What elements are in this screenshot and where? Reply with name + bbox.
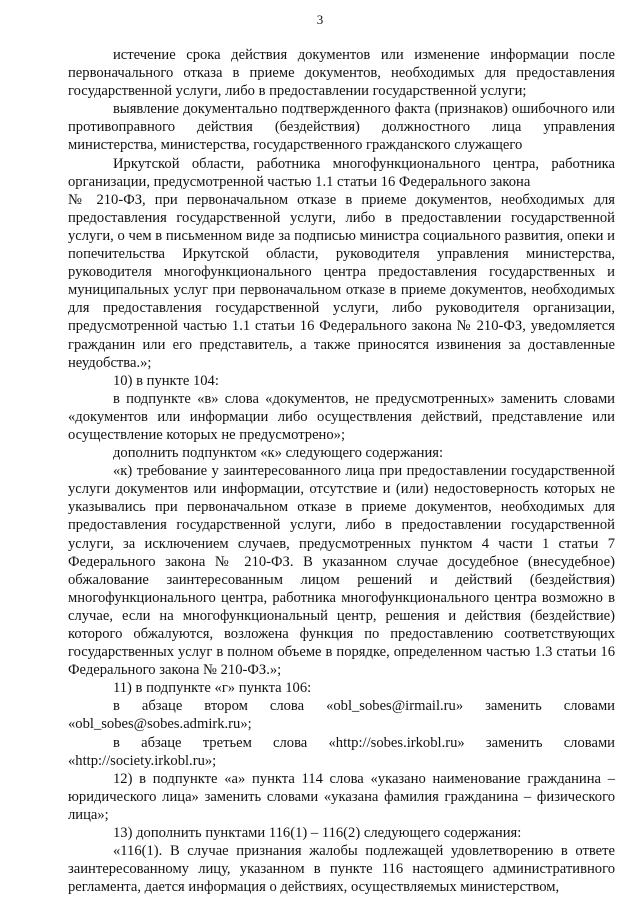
paragraph: в подпункте «в» слова «документов, не предусмотренных» заменить словами «документов или информации либо осуществления действий, представление или осуществление которых не предусмотрено»;	[68, 390, 615, 443]
document-body	[68, 46, 615, 896]
paragraph: 13) дополнить пунктами 116(1) – 116(2) следующего содержания:	[113, 825, 522, 842]
paragraph: 12) в подпункте «а» пункта 114 слова «указано наименование гражданина – юридического лица» заменить словами «указана фамилия гражданина – физического лица»;	[68, 770, 615, 823]
paragraph: Иркутской области, работника многофункционального центра, работника организации, предусмотренной частью 1.1 статьи 16 Федерального закона	[68, 155, 615, 190]
paragraph: дополнить подпунктом «к» следующего содержания:	[113, 445, 444, 462]
paragraph: выявление документально подтвержденного факта (признаков) ошибочного или противоправного действия (бездействия) должностного лица управления министерства, министерства, государственного гражданского служащего	[68, 101, 615, 154]
paragraph: 10) в пункте 104:	[113, 372, 219, 389]
paragraph: «к) требование у заинтересованного лица при предоставлении государственной услуги документов или информации, отсутствие и (или) недостоверность которых не указывались при первоначальном отказе в приеме документов, необходимых для предоставления государственной услуги, либо в предоставлении государственной услуги, за исключением случаев, предусмотренных пунктом 4 части 1 статьи 7 Федерального закона № 210-ФЗ. В указанном случае досудебное (внесудебное) обжалование заинтересованным лицом решений и действий (бездействия) многофункционального центра, работника многофункционального центра возможно в случае, если на многофункциональный центр, решения и действия (бездействие) которого обжалуются, возложена функция по предоставлению соответствующих государственных услуг в полном объеме в порядке, определенном частью 1.3 статьи 16 Федерального закона № 210-ФЗ.»;	[68, 463, 615, 679]
paragraph: 11) в подпункте «г» пункта 106:	[113, 680, 312, 697]
paragraph: № 210-ФЗ, при первоначальном отказе в приеме документов, необходимых для предоставления государственной услуги, либо в предоставлении государственной услуги, о чем в письменном виде за подписью министра социального развития, опеки и попечительства Иркутской области, руководителя управления министерства, руководителя многофункционального центра предоставления государственных и муниципальных услуг при первоначальном отказе в приеме документов, необходимых для предоставления государственной услуги, либо руководителя организации, предусмотренной частью 1.1 статьи 16 Федерального закона № 210-ФЗ, уведомляется гражданин или его представитель, а также приносятся извинения за доставленные неудобства.»;	[68, 191, 615, 371]
paragraph: истечение срока действия документов или изменение информации после первоначального отказа в приеме документов, необходимых для предоставления государственной услуги, либо в предоставлении государственной услуги;	[68, 47, 615, 100]
paragraph: в абзаце втором слова «obl_sobes@irmail.ru» заменить словами «obl_sobes@sobes.admirk.ru»;	[68, 698, 615, 733]
paragraph: в абзаце третьем слова «http://sobes.irkobl.ru» заменить словами «http://society.irkobl.ru»;	[68, 734, 615, 769]
paragraph: «116(1). В случае признания жалобы подлежащей удовлетворению в ответе заинтересованному лицу, указанном в пункте 116 настоящего административного регламента, дается информация о действиях, осуществляемых министерством,	[68, 843, 615, 896]
page-number: 3	[316, 12, 324, 27]
